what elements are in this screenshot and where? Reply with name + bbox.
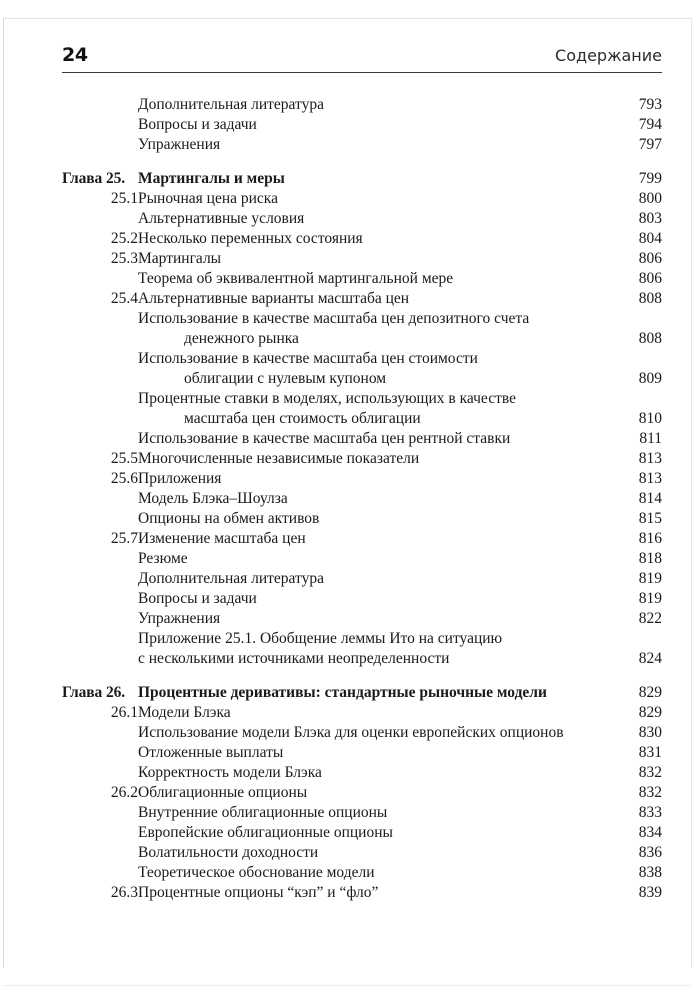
toc-entry-title	[138, 703, 618, 723]
toc-entry-title-line: Мартингалы	[138, 250, 222, 267]
toc-entry-title-line: Корректность модели Блэка	[138, 764, 322, 781]
toc-entry-page-number: 829	[638, 704, 662, 721]
toc-entry-title	[138, 609, 618, 629]
toc-subsection-row[interactable]	[62, 209, 662, 229]
toc-entry-title	[138, 509, 618, 529]
toc-entry-title	[138, 549, 618, 569]
toc-section-number: 25.1	[110, 190, 138, 207]
toc-entry-title-line: Волатильности доходности	[138, 844, 319, 861]
toc-entry-page-number: 834	[638, 824, 662, 841]
toc-section-row[interactable]	[62, 289, 662, 309]
toc-entry-page-number: 831	[638, 744, 662, 761]
toc-entry-title	[138, 469, 618, 489]
toc-subsection-row[interactable]	[62, 763, 662, 783]
toc-entry-title-line: Облигационные опционы	[138, 784, 308, 801]
toc-entry-title	[138, 429, 618, 449]
toc-entry-title	[138, 803, 618, 823]
toc-entry-title-line: Изменение масштаба цен	[138, 530, 306, 547]
toc-entry-page-number: 808	[638, 290, 662, 307]
toc-entry-title-line: Процентные опционы “кэп” и “фло”	[138, 884, 379, 901]
toc-entry-title	[138, 589, 618, 609]
toc-entry-title-line: Опционы на обмен активов	[138, 510, 320, 527]
toc-section-row[interactable]	[62, 249, 662, 269]
toc-entry-title-line: Альтернативные варианты масштаба цен	[138, 290, 410, 307]
toc-entry-title	[138, 569, 618, 589]
toc-entry-title	[138, 189, 618, 209]
toc-entry-page-number: 832	[638, 784, 662, 801]
toc-subsection-row[interactable]	[62, 269, 662, 289]
toc-entry-title	[138, 763, 618, 783]
toc-entry-title	[138, 723, 618, 743]
toc-chapter-row[interactable]	[62, 683, 662, 703]
toc-entry-page-number: 797	[638, 136, 662, 153]
toc-entry-title-line: Модель Блэка–Шоулза	[138, 490, 288, 507]
toc-subsection-row[interactable]	[62, 723, 662, 743]
toc-entry-title	[138, 683, 618, 703]
toc-entry-title-line: Теоретическое обоснование модели	[138, 864, 375, 881]
toc-entry-title	[138, 783, 618, 803]
toc-subsection-row[interactable]	[62, 135, 662, 155]
toc-section-row[interactable]	[62, 229, 662, 249]
toc-entry-title	[138, 309, 618, 349]
toc-entry-title-line: Модели Блэка	[138, 704, 231, 721]
toc-subsection-row[interactable]	[62, 823, 662, 843]
toc-section-number: 26.1	[110, 704, 138, 721]
toc-entry-page-number: 819	[638, 570, 662, 587]
toc-entry-title-line: Использование модели Блэка для оценки европейских опционов	[138, 724, 564, 741]
toc-entry-title-line: Вопросы и задачи	[138, 116, 257, 133]
toc-section-row[interactable]	[62, 529, 662, 549]
toc-entry-title	[138, 823, 618, 843]
toc-section-number: 26.3	[110, 884, 138, 901]
toc-entry-title-line: Использование в качестве масштаба цен стоимости	[138, 350, 478, 367]
toc-entry-title	[138, 115, 618, 135]
toc-entry-page-number: 803	[638, 210, 662, 227]
page-frame-top-edge	[3, 18, 691, 19]
toc-entry-title-line: Упражнения	[138, 610, 221, 627]
toc-section-number: 25.4	[110, 290, 138, 307]
toc-entry-title	[138, 95, 618, 115]
running-head	[62, 44, 662, 66]
toc-entry-page-number: 819	[638, 590, 662, 607]
toc-subsection-row[interactable]	[62, 609, 662, 629]
toc-entry-title-line: Приложение 25.1. Обобщение леммы Ито на ситуацию	[138, 630, 503, 647]
toc-section-number: 25.5	[110, 450, 138, 467]
toc-section-row[interactable]	[62, 783, 662, 803]
toc-entry-page-number: 830	[638, 724, 662, 741]
toc-entry-title-line: Внутренние облигационные опционы	[138, 804, 388, 821]
toc-entry-title	[138, 529, 618, 549]
toc-entry-page-number: 815	[638, 510, 662, 527]
toc-entry-page-number: 800	[638, 190, 662, 207]
toc-entry-title	[138, 389, 618, 429]
page-folio-number: 24	[62, 44, 88, 66]
toc-subsection-row[interactable]	[62, 803, 662, 823]
toc-entry-title-line: Европейские облигационные опционы	[138, 824, 393, 841]
toc-entry-page-number: 793	[638, 96, 662, 113]
toc-section-number: 25.6	[110, 470, 138, 487]
toc-entry-page-number: 816	[638, 530, 662, 547]
toc-section-number: 25.7	[110, 530, 138, 547]
toc-entry-page-number: 838	[638, 864, 662, 881]
toc-entry-title-line: Приложения	[138, 470, 222, 487]
toc-subsection-row[interactable]	[62, 743, 662, 763]
toc-subsection-row[interactable]	[62, 863, 662, 883]
toc-entry-title-line: Рыночная цена риска	[138, 190, 278, 207]
toc-entry-title	[138, 629, 618, 669]
toc-entry-title	[138, 349, 618, 389]
toc-entry-title-line: Дополнительная литература	[138, 570, 324, 587]
toc-entry-title	[138, 135, 618, 155]
toc-chapter-label: Глава 26.	[62, 684, 126, 701]
toc-entry-page-number: 833	[638, 804, 662, 821]
toc-entry-page-number: 818	[638, 550, 662, 567]
toc-entry-title	[138, 169, 618, 189]
toc-entry-page-number: 809	[638, 370, 662, 387]
toc-entry-page-number: 814	[638, 490, 662, 507]
toc-chapter-row[interactable]	[62, 169, 662, 189]
table-of-contents	[62, 95, 662, 903]
toc-chapter-label: Глава 25.	[62, 170, 126, 187]
toc-subsection-row[interactable]	[62, 569, 662, 589]
toc-entry-title-line: Процентные ставки в моделях, использующих в качестве	[138, 390, 516, 407]
toc-entry-page-number: 832	[638, 764, 662, 781]
toc-entry-title	[138, 209, 618, 229]
toc-entry-title-line: Использование в качестве масштаба цен рентной ставки	[138, 430, 511, 447]
toc-entry-page-number: 822	[638, 610, 662, 627]
toc-entry-title-line: Мартингалы и меры	[138, 170, 285, 187]
toc-entry-title-line: Процентные деривативы: стандартные рыночные модели	[138, 684, 547, 701]
toc-subsection-row[interactable]	[62, 309, 662, 349]
toc-entry-title-line: Использование в качестве масштаба цен депозитного счета	[138, 310, 530, 327]
toc-entry-page-number: 811	[639, 430, 662, 447]
toc-entry-title	[138, 289, 618, 309]
toc-entry-page-number: 804	[638, 230, 662, 247]
toc-subsection-row[interactable]	[62, 349, 662, 389]
toc-section-number: 26.2	[110, 784, 138, 801]
page-frame-left-edge	[3, 18, 4, 968]
toc-entry-page-number: 839	[638, 884, 662, 901]
toc-entry-page-number: 808	[638, 330, 662, 347]
toc-subsection-row[interactable]	[62, 489, 662, 509]
toc-subsection-row[interactable]	[62, 115, 662, 135]
toc-entry-title-continuation: с несколькими источниками неопределенности	[138, 650, 450, 667]
toc-subsection-row[interactable]	[62, 629, 662, 669]
toc-entry-title	[138, 269, 618, 289]
toc-entry-title	[138, 449, 618, 469]
page-frame-right-edge	[691, 18, 692, 968]
toc-section-row[interactable]	[62, 883, 662, 903]
toc-entry-page-number: 813	[638, 450, 662, 467]
toc-section-number: 25.2	[110, 230, 138, 247]
page-frame-bottom-edge	[3, 985, 691, 986]
toc-entry-title	[138, 249, 618, 269]
toc-entry-page-number: 813	[638, 470, 662, 487]
toc-entry-page-number: 806	[638, 270, 662, 287]
toc-entry-title-line: Резюме	[138, 550, 188, 567]
toc-entry-title	[138, 843, 618, 863]
toc-subsection-row[interactable]	[62, 429, 662, 449]
toc-subsection-row[interactable]	[62, 509, 662, 529]
toc-subsection-row[interactable]	[62, 389, 662, 429]
toc-entry-title	[138, 489, 618, 509]
toc-entry-title-line: Отложенные выплаты	[138, 744, 284, 761]
toc-entry-title-line: Многочисленные независимые показатели	[138, 450, 420, 467]
toc-subsection-row[interactable]	[62, 549, 662, 569]
toc-entry-title-line: Теорема об эквивалентной мартингальной мере	[138, 270, 454, 287]
toc-entry-page-number: 806	[638, 250, 662, 267]
toc-subsection-row[interactable]	[62, 95, 662, 115]
running-head-rule	[62, 72, 662, 73]
toc-section-number: 25.3	[110, 250, 138, 267]
toc-entry-page-number: 829	[638, 684, 662, 701]
toc-entry-title	[138, 743, 618, 763]
toc-entry-title-continuation: денежного рынка	[184, 330, 299, 347]
toc-subsection-row[interactable]	[62, 589, 662, 609]
toc-entry-title-line: Альтернативные условия	[138, 210, 305, 227]
toc-section-row[interactable]	[62, 703, 662, 723]
toc-subsection-row[interactable]	[62, 843, 662, 863]
toc-entry-title	[138, 229, 618, 249]
toc-entry-title-line: Вопросы и задачи	[138, 590, 257, 607]
toc-entry-title	[138, 863, 618, 883]
toc-entry-page-number: 794	[638, 116, 662, 133]
toc-entry-title-line: Несколько переменных состояния	[138, 230, 363, 247]
toc-section-row[interactable]	[62, 449, 662, 469]
running-head-title: Содержание	[555, 46, 662, 65]
toc-entry-title-line: Упражнения	[138, 136, 221, 153]
toc-section-row[interactable]	[62, 469, 662, 489]
toc-entry-title-continuation: облигации с нулевым купоном	[184, 370, 387, 387]
toc-entry-title-continuation: масштаба цен стоимость облигации	[184, 410, 421, 427]
toc-entry-page-number: 836	[638, 844, 662, 861]
toc-entry-page-number: 824	[638, 650, 662, 667]
toc-entry-title	[138, 883, 618, 903]
toc-entry-page-number: 810	[638, 410, 662, 427]
toc-entry-title-line: Дополнительная литература	[138, 96, 324, 113]
toc-section-row[interactable]	[62, 189, 662, 209]
toc-entry-page-number: 799	[638, 170, 662, 187]
